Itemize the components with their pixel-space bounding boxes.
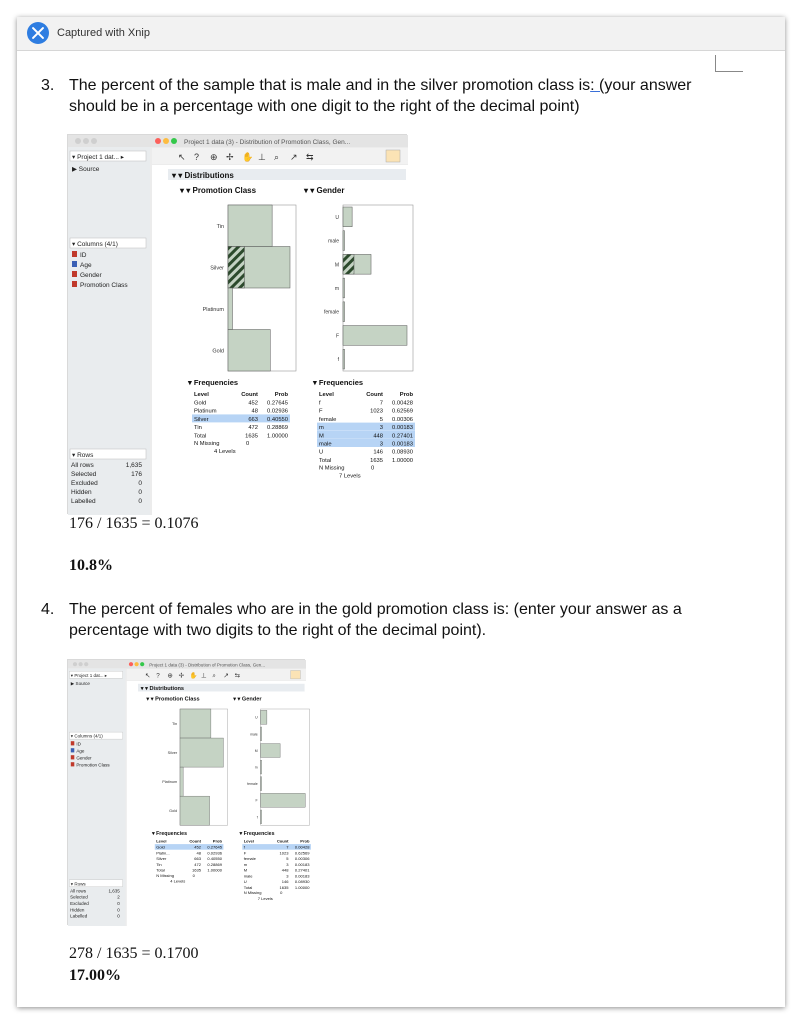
question-4-answer: 17.00% [69,967,121,984]
freq-count: 3 [286,873,289,879]
freq-header: Count [189,838,201,844]
gender-axis-label: male [328,238,339,245]
promo-axis-label: Gold [212,348,224,355]
freq-header: Level [194,392,209,398]
levels-count: 7 Levels [257,895,273,901]
freq-prob: 0.27401 [392,433,413,440]
toolbar-tool-icon[interactable]: ? [156,672,160,680]
column-type-icon [72,271,77,277]
freq-header: Count [366,392,383,398]
jmp-distribution-window [68,135,413,515]
n-missing-value: 0 [280,890,283,896]
freq-count: 663 [248,416,258,423]
source-item[interactable]: ▶ Source [72,166,100,173]
left-panel [68,147,150,515]
freq-count: 448 [373,433,383,440]
gender-axis-label: U [255,715,258,720]
inactive-dot-icon [83,138,89,144]
question-3-calculation: 176 / 1635 = 0.1076 [69,515,199,532]
freq-prob: 0.00183 [294,873,310,879]
freq-prob: 0.28869 [207,861,222,867]
inactive-dot-icon [73,662,77,666]
promo-axis-label: Tin [216,223,224,230]
freq-level[interactable]: U [319,449,324,456]
jmp-screenshot-q4 [67,659,310,925]
freq-prob: 1.00000 [294,884,310,890]
promo-bar[interactable] [228,288,232,330]
freq-header: Prob [300,838,310,844]
toolbar-tool-icon[interactable]: ✢ [178,672,184,680]
freq-level[interactable]: M [319,433,324,440]
n-missing-value: 0 [371,465,375,472]
distributions-title: ▾ ▾ Distributions [172,171,234,180]
freq-level[interactable]: female [243,856,256,862]
freq-prob: 0.27401 [294,867,310,873]
column-type-icon [71,741,75,745]
column-item[interactable]: Gender [76,755,92,761]
freq-count: 1635 [245,433,258,440]
freq-count: 3 [286,861,289,867]
freq-count: 663 [194,856,201,862]
freq-prob: 0.40550 [207,856,222,862]
freq-level[interactable]: Total [194,433,207,440]
rows-value: 0 [117,913,120,919]
freq-prob: 0.00306 [392,416,413,423]
gender-bar[interactable] [261,760,262,774]
inactive-dot-icon [91,138,97,144]
corner-mark [715,55,743,72]
freq-level[interactable]: Gold [156,844,165,850]
rows-header-label: ▾ Rows [70,881,86,887]
capture-frame [17,17,785,1007]
freq-header: Level [156,838,167,844]
promo-bar[interactable] [180,767,183,796]
freq-prob: 0.00428 [294,844,310,850]
n-missing-label: N Missing [243,890,262,896]
freq-prob: 1.00000 [207,867,222,873]
close-dot-icon[interactable] [155,138,161,144]
source-item[interactable]: ▶ Source [70,681,90,687]
rows-header-label: ▾ Rows [72,452,94,459]
toolbar-tool-icon[interactable]: ⊕ [210,152,218,162]
question-4-number: 4. [41,601,55,618]
freq-prob: 1.00000 [392,457,413,464]
gender-title: ▾ ▾ Gender [304,186,345,195]
freq-prob: 0.02936 [267,408,288,415]
freq-level[interactable]: male [243,873,253,879]
toolbar-tool-icon[interactable]: ↗ [223,672,229,680]
freq-prob: 0.02936 [207,850,222,856]
n-missing-value: 0 [246,441,250,447]
gender-bar[interactable] [343,302,345,322]
freq-count: 1635 [279,884,289,890]
toolbar-tool-icon[interactable]: ✢ [226,152,234,162]
freq-count: 1023 [279,850,289,856]
question-3-answer: 10.8% [69,557,113,574]
freq-level[interactable]: U [243,879,247,885]
project-tab-label: ▾ Project 1 dat... ▸ [70,672,108,678]
rows-value: 0 [117,901,120,906]
promo-bar-selected [228,247,244,289]
gender-axis-label: f [337,357,339,364]
gender-axis-label: F [335,333,339,340]
promo-axis-label: Gold [169,809,178,814]
freq-level[interactable]: Gold [194,400,207,407]
freq-prob: 0.27645 [207,844,222,850]
toolbar-tool-icon[interactable]: ? [194,152,200,162]
freq-level[interactable]: female [319,416,337,423]
column-item[interactable]: Gender [80,272,102,279]
freq-count: 48 [196,850,201,856]
gender-bar-selected [343,254,354,274]
column-type-icon [71,755,75,759]
promo-axis-label: Platinum [202,306,224,313]
freq-header: Level [319,392,334,398]
toolbar-tool-icon[interactable]: ↖ [145,672,151,680]
close-dot-icon[interactable] [129,662,133,666]
toolbar-tool-icon[interactable]: ⇆ [306,152,314,162]
toolbar-tool-icon[interactable]: ✋ [189,672,198,680]
gender-bar[interactable] [343,278,345,298]
columns-header-label: ▾ Columns (4/1) [72,241,118,248]
question-4 [41,599,761,643]
gender-bar[interactable] [261,727,262,741]
freq-header: Level [243,838,255,844]
freq-header: Count [276,838,289,844]
freq-level[interactable]: m [243,861,248,867]
freq-prob: 0.08930 [392,449,413,456]
freq-level[interactable]: Tin [194,425,202,432]
gender-axis-label: female [323,309,339,316]
promo-bar[interactable] [180,738,223,767]
jmp-screenshot-q3 [67,134,413,514]
toolbar-tool-icon[interactable]: ⇆ [234,672,240,680]
freq-level[interactable]: Silver [194,416,209,423]
column-item[interactable]: Promotion Class [76,762,110,768]
freq-level[interactable]: Total [156,867,165,873]
gender-plot-frame [343,205,413,371]
gender-axis-label: male [250,732,258,737]
levels-count: 7 Levels [339,473,361,480]
rows-label: Labelled [70,913,88,919]
zoom-dot-icon[interactable] [171,138,177,144]
freq-count: 1023 [370,408,383,415]
distributions-title: ▾ ▾ Distributions [140,686,185,693]
column-item[interactable]: ID [76,741,81,747]
inactive-dot-icon [75,138,81,144]
left-panel [68,668,125,926]
promo-bar[interactable] [180,709,211,738]
freq-count: 472 [194,861,201,867]
promo-axis-label: Silver [210,265,224,272]
column-type-icon [71,748,75,752]
rows-label: Hidden [71,489,92,496]
freq-count: 1635 [370,457,383,464]
window-title: Project 1 data (3) - Distribution of Promotion Class, Gen... [184,139,351,146]
gender-axis-label: F [255,798,258,803]
gender-bar[interactable] [343,326,407,346]
toolbar-tool-icon[interactable]: ⊥ [201,672,207,680]
gender-plot-frame [261,709,310,825]
freq-level[interactable]: f [243,844,245,850]
freq-level[interactable]: Total [243,884,253,890]
gender-bar[interactable] [343,207,352,227]
gender-bar[interactable] [343,231,345,251]
rows-label: Excluded [71,480,98,487]
freq-level[interactable]: Total [319,457,332,464]
toolbar-tool-icon[interactable]: ↖ [178,152,186,162]
toolbar-tool-icon[interactable]: ⌕ [274,152,280,162]
rows-value: 0 [117,907,120,913]
freq-count: 48 [251,408,258,415]
inactive-dot-icon [79,662,83,666]
freq-prob: 0.27645 [267,400,288,407]
gender-title: ▾ ▾ Gender [233,696,262,703]
gender-axis-label: female [247,782,258,787]
freq-prob: 0.00306 [294,856,310,862]
freq-prob: 0.00183 [392,425,413,432]
freq-count: 452 [248,400,258,407]
gender-axis-label: f [256,815,258,820]
gender-axis-label: m [334,286,339,292]
freq-header: Prob [212,838,222,844]
freq-count: 3 [379,441,383,448]
levels-count: 4 Levels [214,449,236,455]
toolbar-tool-icon[interactable]: ⌕ [212,672,216,680]
column-item[interactable]: Age [76,748,85,754]
freq-level[interactable]: F [319,408,323,415]
project-tab-label: ▾ Project 1 dat... ▸ [72,154,125,161]
freq-count: 5 [379,416,383,423]
gender-axis-label: M [334,262,339,269]
freq-count: 7 [286,844,289,850]
freq-header: Prob [399,392,413,398]
column-type-icon [72,281,77,287]
column-item[interactable]: Age [80,262,92,269]
freq-level[interactable]: M [243,867,248,873]
freq-level[interactable]: male [319,441,332,448]
rows-label: Selected [70,894,88,900]
rows-value: 0 [138,480,142,487]
toolbar-tool-icon[interactable]: ✋ [242,152,254,162]
freq-level[interactable]: m [319,425,324,432]
rows-label: Excluded [70,901,89,906]
gender-bar[interactable] [261,793,306,807]
freq-prob: 0.00183 [294,861,310,867]
rows-value: 176 [131,471,142,478]
window-title: Project 1 data (3) - Distribution of Promotion Class, Gen... [149,662,266,668]
capture-title-bar [17,17,785,51]
freq-count: 146 [281,879,289,885]
rows-label: All rows [71,462,94,469]
rows-label: Hidden [70,907,85,913]
freq-level[interactable]: f [319,400,321,407]
promo-title: ▾ ▾ Promotion Class [146,696,200,703]
rows-label: Selected [71,471,97,478]
freq-level[interactable]: Tin [156,861,162,867]
gender-bar[interactable] [261,810,262,824]
freq-count: 472 [248,425,258,432]
rows-value: 2 [117,894,120,900]
toolbar-tool-icon[interactable]: ⊥ [258,152,266,162]
freq-level[interactable]: F [243,850,247,856]
column-item[interactable]: ID [80,252,87,259]
levels-count: 4 Levels [170,878,186,884]
promo-axis-label: Tin [171,721,178,726]
rows-label: Labelled [71,498,96,505]
freq-count: 7 [379,400,383,407]
rows-value: 1,635 [125,462,142,469]
promo-bar[interactable] [228,205,272,247]
promo-axis-label: Platinum [162,780,178,785]
question-3-number: 3. [41,77,55,94]
promo-title: ▾ ▾ Promotion Class [180,186,257,195]
n-missing-label: N Missing [319,465,345,472]
gender-bar[interactable] [261,744,281,758]
column-type-icon [72,261,77,267]
gender-bar[interactable] [261,777,262,791]
freq-prob: 0.08930 [294,879,310,885]
freq-header: Count [241,392,258,398]
n-missing-label: N Missing [156,873,174,878]
freq-count: 146 [373,449,383,456]
freq-prob: 0.28869 [267,425,288,432]
jmp-distribution-window-small [68,660,310,926]
question-4-text: The percent of females who are in the gold promotion class is: (enter your answer as a percentage with two digits to the right of the decimal point). [69,601,682,639]
toolbar-tool-icon[interactable]: ⊕ [167,672,173,680]
xnip-logo-icon [27,22,49,44]
frequencies-title: ▾ Frequencies [152,831,188,837]
report-icon[interactable] [386,150,400,162]
minimize-dot-icon[interactable] [163,138,169,144]
question-3-text: The percent of the sample that is male and in the silver promotion class is: (your answer should be in a percentage with one digit to the right of the decimal point) [69,77,692,115]
toolbar [127,669,306,680]
columns-header-label: ▾ Columns (4/1) [70,733,103,739]
question-4-calculation: 278 / 1635 = 0.1700 [69,945,199,962]
frequencies-title: ▾ Frequencies [188,378,239,387]
toolbar [152,148,408,164]
gender-bar[interactable] [261,710,267,724]
freq-prob: 0.62569 [392,408,413,415]
promo-bar[interactable] [228,330,270,372]
freq-count: 1635 [191,867,201,873]
n-missing-label: N Missing [194,441,220,447]
freq-level[interactable]: Platin... [156,850,170,856]
gender-axis-label: U [335,214,339,221]
freq-count: 3 [379,425,383,432]
freq-prob: 0.00428 [392,400,413,407]
freq-count: 5 [286,856,289,862]
inactive-dot-icon [84,662,88,666]
gender-axis-label: m [254,765,258,770]
question-3 [41,75,761,119]
gender-axis-label: M [254,748,258,753]
rows-value: 1,635 [108,888,120,894]
freq-level[interactable]: Platinum [194,408,217,415]
capture-title: Captured with Xnip [57,27,150,39]
minimize-dot-icon[interactable] [135,662,139,666]
column-type-icon [72,251,77,257]
freq-prob: 0.40550 [267,416,288,423]
n-missing-value: 0 [192,873,195,878]
promo-axis-label: Silver [167,750,178,755]
freq-level[interactable]: Silver [156,856,167,862]
column-item[interactable]: Promotion Class [80,282,128,289]
rows-value: 0 [138,489,142,496]
rows-value: 0 [138,498,142,505]
rows-label: All rows [70,888,86,894]
freq-header: Prob [274,392,288,398]
freq-count: 452 [194,844,201,850]
freq-prob: 0.00183 [392,441,413,448]
freq-prob: 1.00000 [267,433,288,440]
freq-prob: 0.62569 [294,850,310,856]
report-icon[interactable] [291,671,301,679]
promo-bar[interactable] [180,796,210,825]
zoom-dot-icon[interactable] [140,662,144,666]
column-type-icon [71,762,75,766]
frequencies-title: ▾ Frequencies [313,378,364,387]
freq-count: 448 [281,867,289,873]
frequencies-title: ▾ Frequencies [239,831,275,837]
gender-bar[interactable] [343,349,345,369]
toolbar-tool-icon[interactable]: ↗ [290,152,298,162]
